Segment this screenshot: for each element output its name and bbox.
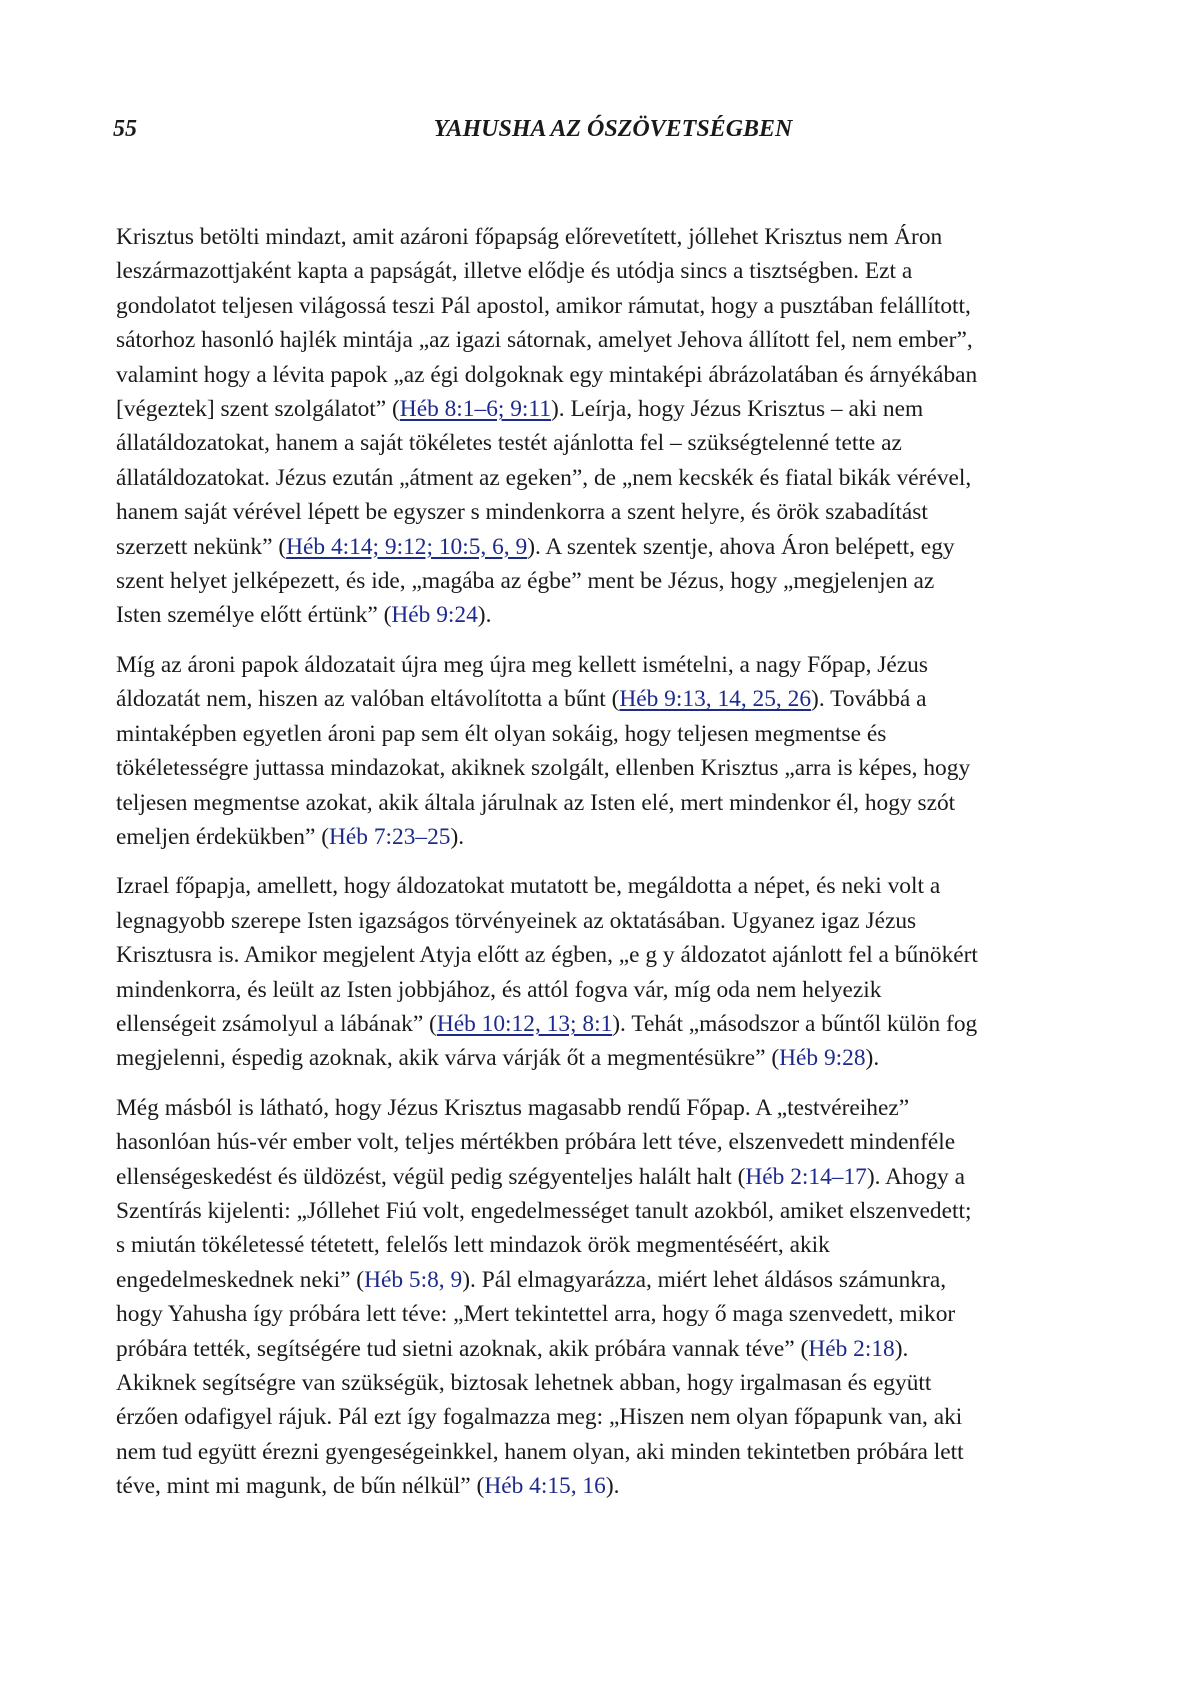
text-segment: leszármazottjaként kapta a papságát, illetve elődje és utódja sincs a tisztségben. Ezt a: [116, 258, 913, 285]
text-line: [116, 1160, 1076, 1194]
text-segment: ). Ahogy a: [866, 1163, 965, 1190]
text-segment: [végeztek] szent szolgálatot” (: [116, 396, 400, 423]
text-segment: állatáldozatokat. Jézus ezután „átment az egeken”, de „nem kecskék és fiatal bikák vérével,: [116, 464, 972, 491]
text-line: [116, 1332, 1076, 1366]
text-segment: ). Pál elmagyarázza, miért lehet áldásos számunkra,: [462, 1266, 947, 1293]
text-segment: ). Tehát „másodszor a bűntől külön fog: [612, 1010, 978, 1037]
text-line: [116, 564, 1076, 598]
text-line: [116, 254, 1076, 288]
text-segment: ).: [477, 602, 492, 629]
scripture-reference-link[interactable]: Héb 9:24: [391, 602, 478, 629]
text-segment: Akiknek segítségre van szükségük, biztosak lehetnek abban, hogy irgalmasan és együtt: [116, 1370, 932, 1396]
text-line: [116, 938, 1076, 972]
running-title: YAHUSHA AZ ÓSZÖVETSÉGBEN: [433, 116, 793, 142]
text-line: [116, 358, 1076, 392]
text-segment: mintaképben egyetlen ároni pap sem élt olyan sokáig, hogy teljesen megmentse és: [116, 720, 887, 747]
text-segment: áldozatát nem, hiszen az valóban eltávolította a bűnt (: [116, 686, 620, 713]
text-segment: állatáldozatokat, hanem a saját tökéletes testét ajánlotta fel – szükségtelenné tette az: [116, 430, 902, 457]
page-number: 55: [113, 116, 137, 142]
text-line: [116, 1091, 1076, 1125]
paragraph: [116, 1091, 1076, 1504]
text-segment: Krisztusra is. Amikor megjelent Atyja előtt az égben, „e g y áldozatot ajánlott fel a bűnökért: [116, 942, 978, 969]
text-line: [116, 220, 1076, 254]
text-segment: ). A szentek szentje, ahova Áron belépett, egy: [527, 533, 955, 560]
scripture-reference-link[interactable]: Héb 9:28: [779, 1045, 866, 1072]
body-text: [116, 220, 1076, 1519]
text-segment: Izrael főpapja, amellett, hogy áldozatokat mutatott be, megáldotta a népet, és neki volt a: [116, 873, 941, 900]
text-line: [116, 1435, 1076, 1469]
text-segment: legnagyobb szerepe Isten igazságos törvényeinek az oktatásában. Ugyanez igaz Jézus: [116, 907, 917, 934]
text-line: [116, 1125, 1076, 1159]
text-segment: megjelenni, éspedig azoknak, akik várva várják őt a megmentésükre” (: [116, 1045, 780, 1072]
text-line: [116, 1194, 1076, 1228]
text-segment: ). Leírja, hogy Jézus Krisztus – aki nem: [550, 396, 924, 423]
text-line: [116, 682, 1076, 716]
paragraph: [116, 869, 1076, 1075]
text-line: [116, 598, 1076, 632]
text-segment: Míg az ároni papok áldozatait újra meg újra meg kellett ismételni, a nagy Főpap, Jézus: [116, 651, 928, 678]
text-segment: hasonlóan hús-vér ember volt, teljes mértékben próbára lett téve, elszenvedett mindenféle: [116, 1129, 956, 1156]
text-line: [116, 1400, 1076, 1434]
text-line: [116, 648, 1076, 682]
scripture-reference-link[interactable]: Héb 4:15, 16: [484, 1473, 606, 1500]
text-segment: ). Továbbá a: [811, 686, 927, 713]
scripture-reference-link[interactable]: Héb 2:14–17: [745, 1163, 867, 1190]
text-line: [116, 530, 1076, 564]
text-line: [116, 323, 1076, 357]
scripture-reference-link[interactable]: Héb 4:14; 9:12; 10:5, 6, 9: [286, 533, 528, 560]
text-segment: Még másból is látható, hogy Jézus Krisztus magasabb rendű Főpap. A „testvéreihez”: [116, 1094, 910, 1121]
text-segment: ).: [605, 1473, 620, 1500]
text-line: [116, 392, 1076, 426]
text-segment: Krisztus betölti mindazt, amit azároni főpapság előrevetített, jóllehet Krisztus nem Áron: [116, 224, 943, 250]
text-line: [116, 820, 1076, 854]
paragraph: [116, 648, 1076, 854]
text-line: [116, 1297, 1076, 1331]
text-line: [116, 869, 1076, 903]
text-segment: teljesen megmentse azokat, akik általa járulnak az Isten elé, mert mindenkor él, hogy szót: [116, 789, 956, 816]
paragraph: [116, 220, 1076, 633]
text-segment: sátorhoz hasonló hajlék mintája „az igazi sátornak, amelyet Jehova állított fel, nem ember”,: [116, 327, 973, 354]
text-segment: szent helyet jelképezett, és ide, „magába az égbe” ment be Jézus, hogy „megjelenjen az: [116, 568, 935, 595]
scripture-reference-link[interactable]: Héb 9:13, 14, 25, 26: [619, 686, 812, 713]
text-segment: ellenségeskedést és üldözést, végül pedig szégyenteljes halált halt (: [116, 1163, 746, 1190]
text-segment: ellenségeit zsámolyul a lábának” (: [116, 1010, 437, 1037]
text-line: [116, 973, 1076, 1007]
text-segment: szerzett nekünk” (: [116, 533, 287, 560]
scripture-reference-link[interactable]: Héb 5:8, 9: [364, 1266, 463, 1293]
scripture-reference-link[interactable]: Héb 10:12, 13; 8:1: [436, 1010, 613, 1037]
text-segment: tökéletességre juttassa mindazokat, akiknek szolgált, ellenben Krisztus „arra is képes, hogy: [116, 755, 971, 782]
text-line: [116, 904, 1076, 938]
text-line: [116, 751, 1076, 785]
text-segment: ).: [450, 823, 465, 850]
text-segment: ).: [865, 1045, 880, 1072]
scripture-reference-link[interactable]: Héb 7:23–25: [329, 823, 451, 850]
text-line: [116, 1041, 1076, 1075]
text-line: [116, 1007, 1076, 1041]
text-segment: érzően odafigyel rájuk. Pál ezt így fogalmazza meg: „Hiszen nem olyan főpapunk van, aki: [116, 1404, 963, 1431]
running-header: [113, 116, 1073, 146]
text-line: [116, 717, 1076, 751]
text-segment: hanem saját vérével lépett be egyszer s mindenkorra a szent helyre, és örök szabadítást: [116, 499, 928, 526]
text-line: [116, 1228, 1076, 1262]
text-segment: engedelmeskednek neki” (: [116, 1266, 365, 1293]
text-line: [116, 786, 1076, 820]
text-segment: próbára tették, segítségére tud sietni azoknak, akik próbára vannak téve” (: [116, 1335, 809, 1362]
text-segment: téve, mint mi magunk, de bűn nélkül” (: [116, 1473, 485, 1500]
text-line: [116, 1263, 1076, 1297]
text-segment: nem tud együtt érezni gyengeségeinkkel, hanem olyan, aki minden tekintetben próbára lett: [116, 1438, 964, 1465]
text-segment: Szentírás kijelenti: „Jóllehet Fiú volt, engedelmességet tanult azokból, amiket elszenvedett;: [116, 1197, 972, 1224]
text-line: [116, 1366, 1076, 1400]
text-segment: valamint hogy a lévita papok „az égi dolgoknak egy mintaképi ábrázolatában és árnyékában: [116, 361, 978, 388]
text-line: [116, 289, 1076, 323]
text-segment: emeljen érdekükben” (: [116, 823, 330, 850]
scripture-reference-link[interactable]: Héb 2:18: [808, 1335, 895, 1362]
text-line: [116, 461, 1076, 495]
text-segment: s miután tökéletessé tétetett, felelős lett mindazok örök megmentéséért, akik: [116, 1232, 830, 1259]
text-line: [116, 426, 1076, 460]
text-line: [116, 1469, 1076, 1503]
text-segment: gondolatot teljesen világossá teszi Pál apostol, amikor rámutat, hogy a pusztában felállított,: [116, 292, 971, 319]
scripture-reference-link[interactable]: Héb 8:1–6; 9:11: [399, 396, 551, 423]
text-segment: mindenkorra, és leült az Isten jobbjához, és attól fogva vár, míg oda nem helyezik: [116, 976, 882, 1003]
text-line: [116, 495, 1076, 529]
text-segment: ).: [894, 1335, 909, 1362]
text-segment: Isten személye előtt értünk” (: [116, 602, 392, 629]
text-segment: hogy Yahusha így próbára lett téve: „Mert tekintettel arra, hogy ő maga szenvedett, mikor: [116, 1301, 956, 1328]
